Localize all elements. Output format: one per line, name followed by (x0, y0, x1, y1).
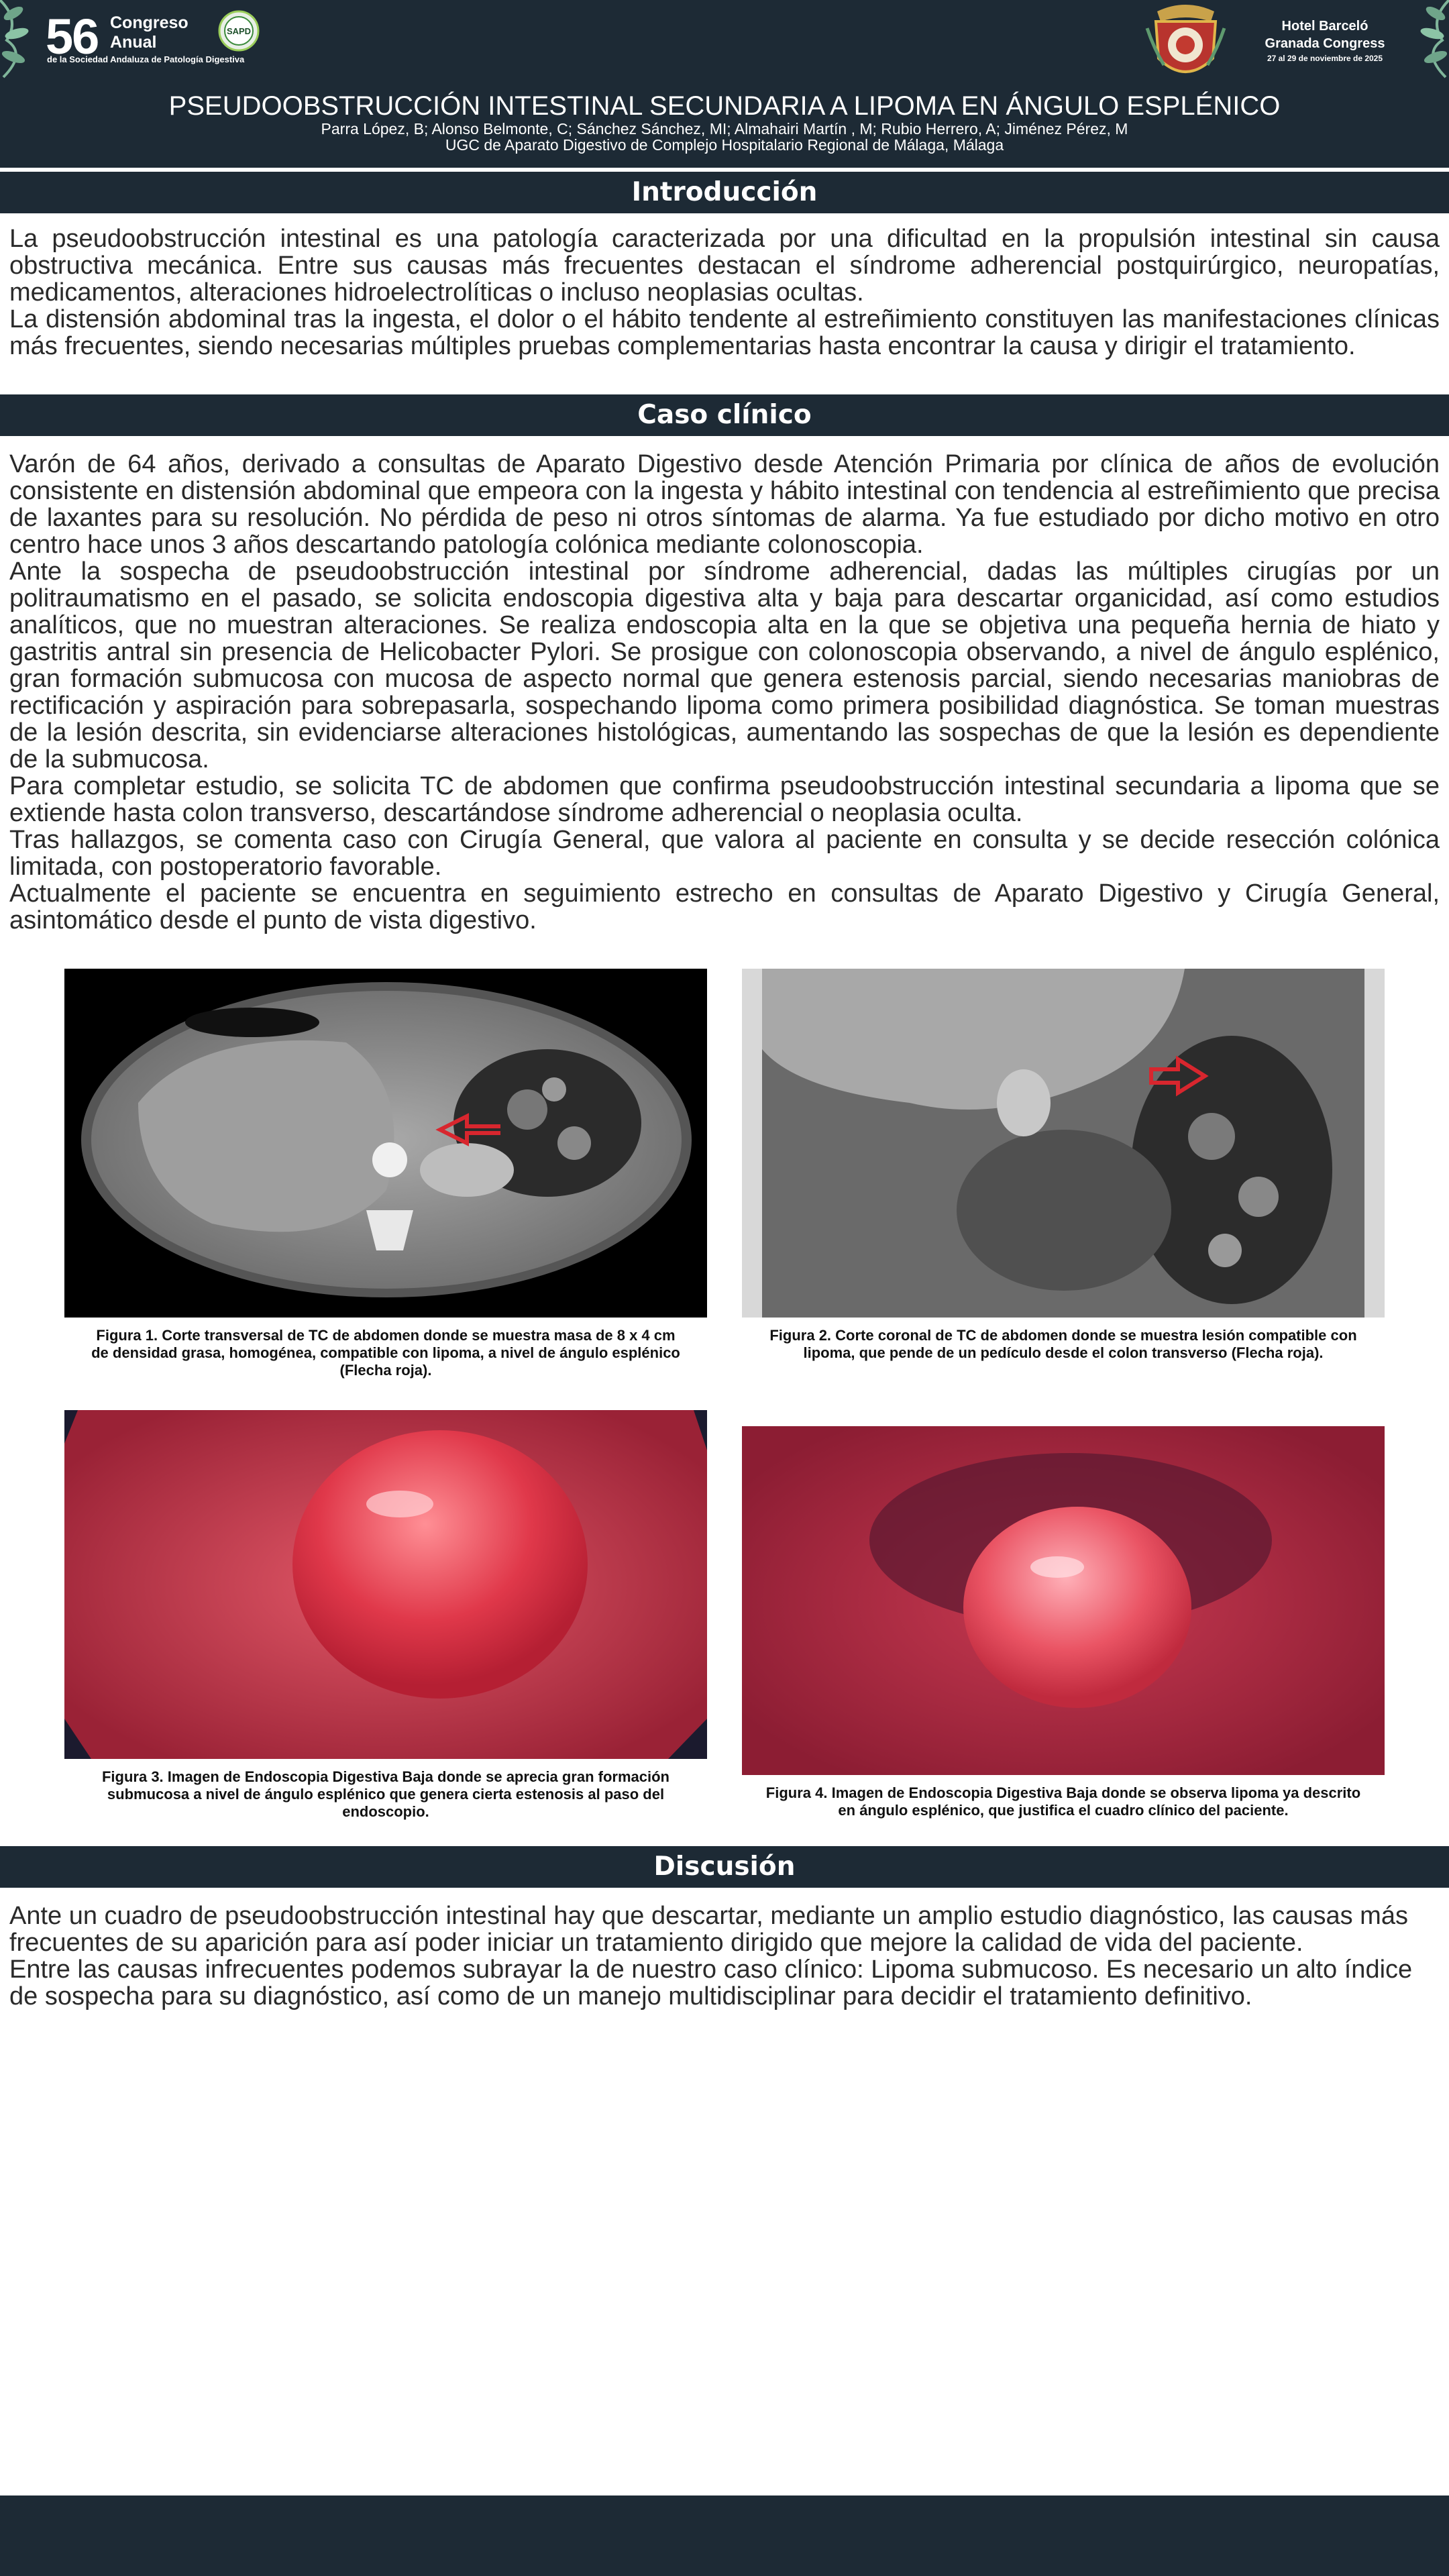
venue-line-2: Granada Congress (1265, 36, 1385, 51)
sapd-logo-text: SAPD (226, 26, 252, 36)
endoscopy-image-1 (64, 1410, 707, 1759)
case-text (9, 451, 1440, 934)
leaf-decoration-left-icon (0, 0, 40, 80)
case-paragraph: Actualmente el paciente se encuentra en seguimiento estrecho en consultas de Aparato Digestivo y Cirugía General, asintomático desde el punto de vista digestivo. (9, 879, 1440, 934)
discussion-text (9, 1902, 1440, 2010)
venue (1241, 17, 1409, 52)
section-heading-case: Caso clínico (0, 394, 1449, 436)
figure-4-endoscopy (742, 1426, 1385, 1775)
congress-number: 56 (46, 9, 99, 64)
ct-axial-image (64, 969, 707, 1318)
endoscopy-image-2 (742, 1426, 1385, 1775)
congress-word-1: Congreso (110, 13, 189, 32)
case-paragraph: Ante la sospecha de pseudoobstrucción intestinal por síndrome adherencial, dadas las múltiples cirugías por un politraumatismo en el pasado, se solicita endoscopia digestiva alta y baja para descartar organicidad, así como estudios analíticos, que no muestran alteraciones. Se realiza endoscopia alta en la que se objetiva una pequeña hernia de hiato y gastritis antral sin presencia de Helicobacter Pylori. Se prosigue con colonoscopia observando, a nivel de ángulo esplénico, gran formación submucosa con mucosa de aspecto normal que genera estenosis parcial, siendo necesarias maniobras de rectificación y aspiración para sobrepasarla, sospechando lipoma como primera posibilidad diagnóstica. Se toman muestras de la lesión descrita, sin evidenciarse alteraciones histológicas, aumentando las sospechas de que la lesión es dependiente de la submucosa. (9, 557, 1440, 773)
discussion-paragraph: Ante un cuadro de pseudoobstrucción intestinal hay que descartar, mediante un amplio estudio diagnóstico, las causas más frecuentes de su aparición para así poder iniciar un tratamiento dirigido que mejore la calidad de vida del paciente. (9, 1902, 1408, 1957)
granada-crest-icon (1144, 1, 1228, 83)
poster-footer (0, 2496, 1449, 2576)
society-name: de la Sociedad Andaluza de Patología Digestiva (47, 54, 245, 64)
poster-affiliation: UGC de Aparato Digestivo de Complejo Hospitalario Regional de Málaga, Málaga (445, 136, 1004, 154)
section-heading-discussion: Discusión (0, 1846, 1449, 1888)
congress-dates: 27 al 29 de noviembre de 2025 (1267, 54, 1383, 63)
figure-1-ct-axial (64, 969, 707, 1318)
intro-text (9, 225, 1440, 360)
section-heading-intro: Introducción (0, 172, 1449, 213)
poster-header (0, 0, 1449, 168)
intro-paragraph: La pseudoobstrucción intestinal es una patología caracterizada por una dificultad en la propulsión intestinal sin causa obstructiva mecánica. Entre sus causas más frecuentes destacan el síndrome adherencial postquirúrgico, neuropatías, medicamentos, alteraciones hidroelectrolíticas o incluso neoplasias ocultas. (9, 225, 1440, 307)
case-paragraph: Varón de 64 años, derivado a consultas de Aparato Digestivo desde Atención Primaria por clínica de años de evolución consistente en distensión abdominal que empeora con la ingesta y hábito intestinal con tendencia al estreñimiento que precisa de laxantes para su resolución. No pérdida de peso ni otros síntomas de alarma. Ya fue estudiado por dicho motivo en otro centro hace unos 3 años descartando patología colónica mediante colonoscopia. (9, 450, 1440, 559)
congress-word (110, 13, 217, 52)
leaf-decoration-right-icon (1409, 0, 1449, 80)
poster-authors: Parra López, B; Alonso Belmonte, C; Sánchez Sánchez, MI; Almahairi Martín , M; Rubio Herrero, A; Jiménez Pérez, M (321, 120, 1128, 138)
case-paragraph: Para completar estudio, se solicita TC de abdomen que confirma pseudoobstrucción intestinal secundaria a lipoma que se extiende hasta colon transverso, descartándose síndrome adherencial o neoplasia oculta. (9, 772, 1440, 827)
discussion-paragraph: Entre las causas infrecuentes podemos subrayar la de nuestro caso clínico: Lipoma submucoso. Es necesario un alto índice de sospecha para su diagnóstico, así como de un manejo multidisciplinar para decidir el tratamiento definitivo. (9, 1955, 1413, 2010)
figure-4-caption: Figura 4. Imagen de Endoscopia Digestiva Baja donde se observa lipoma ya descrito en ángulo esplénico, que justifica el cuadro clínico del paciente. (765, 1784, 1361, 1819)
case-paragraph: Tras hallazgos, se comenta caso con Cirugía General, que valora al paciente en consulta y se decide resección colónica limitada, con postoperatorio favorable. (9, 826, 1440, 881)
figure-3-caption: Figura 3. Imagen de Endoscopia Digestiva Baja donde se aprecia gran formación submucosa a nivel de ángulo esplénico que genera cierta estenosis al paso del endoscopio. (101, 1768, 669, 1820)
figure-2-caption: Figura 2. Corte coronal de TC de abdomen donde se muestra lesión compatible con lipoma, que pende de un pedículo desde el colon transverso (Flecha roja). (769, 1327, 1357, 1361)
ct-coronal-image (742, 969, 1385, 1318)
figure-1-caption: Figura 1. Corte transversal de TC de abdomen donde se muestra masa de 8 x 4 cm de densidad grasa, homogénea, compatible con lipoma, a nivel de ángulo esplénico (Flecha roja). (91, 1327, 680, 1379)
intro-paragraph: La distensión abdominal tras la ingesta, el dolor o el hábito tendente al estreñimiento constituyen las manifestaciones clínicas más frecuentes, siendo necesarias múltiples pruebas complementarias hasta encontrar la causa y dirigir el tratamiento. (9, 305, 1440, 360)
sapd-logo-icon (218, 10, 260, 52)
venue-line-1: Hotel Barceló (1281, 19, 1368, 34)
poster-title: PSEUDOOBSTRUCCIÓN INTESTINAL SECUNDARIA A LIPOMA EN ÁNGULO ESPLÉNICO (168, 91, 1281, 121)
congress-word-2: Anual (110, 33, 157, 52)
figure-3-endoscopy (64, 1410, 707, 1759)
figure-2-ct-coronal (742, 969, 1385, 1318)
